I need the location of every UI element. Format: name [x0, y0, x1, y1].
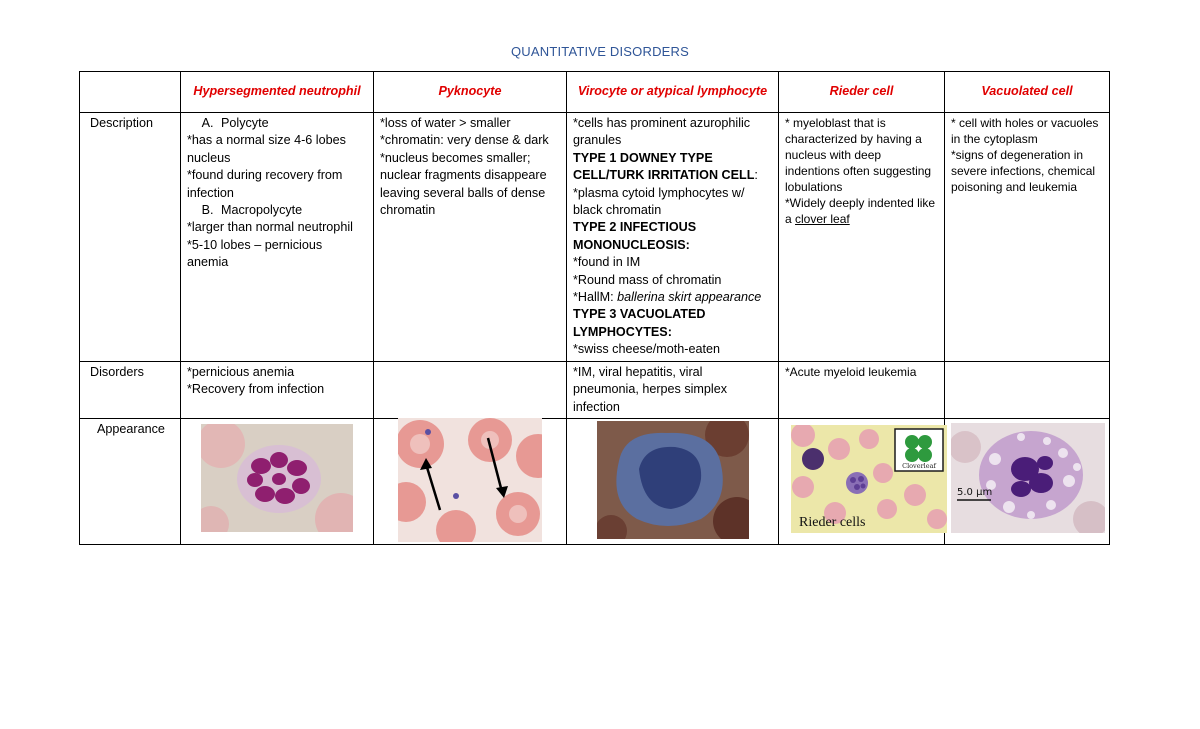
description-virocyte: [567, 113, 779, 362]
description-line: * cell with holes or vacuoles in the cytoplasm: [951, 116, 1099, 146]
cloverleaf-inset-label: Cloverleaf: [902, 461, 936, 470]
rieder-cells-caption: Rieder cells: [799, 514, 866, 530]
type3-title: TYPE 3 VACUOLATED LYMPHOCYTES:: [573, 307, 706, 339]
appearance-vacuolated: [945, 418, 1110, 544]
disorders-pyknocyte: [374, 361, 567, 418]
description-line: *found during recovery from infection: [187, 168, 343, 200]
type1-colon: :: [754, 168, 758, 183]
rieder-cells-image: [791, 425, 947, 533]
scale-bar-label: 5.0 μm: [957, 486, 993, 498]
disorder-line: *pernicious anemia: [187, 364, 295, 379]
hallmark-italic: ballerina skirt appearance: [617, 290, 762, 305]
description-row: [80, 113, 1110, 362]
row-label-disorders: Disorders: [80, 361, 181, 418]
description-line: *found in IM: [573, 255, 641, 270]
macropolycyte-list: [187, 202, 366, 219]
description-line: *swiss cheese/moth-eaten: [573, 342, 720, 357]
description-line: *5-10 lobes – pernicious anemia: [187, 237, 323, 270]
hallmark-prefix: *HallM:: [573, 290, 618, 305]
header-vacuolated-cell: Vacuolated cell: [945, 72, 1110, 113]
header-blank: [80, 72, 181, 113]
pyknocyte-image: [398, 418, 542, 542]
disorders-row: [80, 361, 1110, 418]
appearance-pyknocyte: [374, 418, 567, 544]
appearance-virocyte: [567, 418, 779, 544]
appearance-hypersegmented: [181, 418, 374, 544]
header-pyknocyte: Pyknocyte: [374, 72, 567, 113]
table-header-row: [80, 72, 1110, 113]
disorder-line: *Recovery from infection: [187, 382, 325, 397]
disorders-hypersegmented: [181, 361, 374, 418]
hallmark-line: [573, 289, 771, 306]
polycyte-list: [187, 115, 366, 132]
type1-title: TYPE 1 DOWNEY TYPE CELL/TURK IRRITATION CELL: [573, 150, 755, 183]
description-line: *loss of water > smaller: [380, 116, 511, 130]
description-hypersegmented: [181, 113, 374, 362]
description-line: *nucleus becomes smaller; nuclear fragments disappeare leaving several balls of dense chromatin: [380, 150, 547, 218]
disorders-rieder: *Acute myeloid leukemia: [779, 361, 945, 418]
document-title: QUANTITATIVE DISORDERS: [511, 44, 689, 59]
vacuolated-cell-image: [951, 423, 1105, 533]
list-item-macropolycyte: B. Macropolycyte: [217, 202, 366, 219]
quantitative-disorders-table: [79, 71, 1110, 545]
row-label-description: Description: [80, 113, 181, 362]
disorders-virocyte: *IM, viral hepatitis, viral pneumonia, herpes simplex infection: [567, 361, 779, 418]
description-line: *Round mass of chromatin: [573, 272, 722, 287]
header-virocyte: Virocyte or atypical lymphocyte: [567, 72, 779, 113]
description-vacuolated: [945, 113, 1110, 362]
disorders-vacuolated: [945, 361, 1110, 418]
appearance-row: [80, 418, 1110, 544]
clover-leaf-link: clover leaf: [795, 212, 850, 226]
clover-leaf-line: [785, 195, 937, 227]
description-line: *plasma cytoid lymphocytes w/ black chromatin: [573, 185, 745, 218]
row-label-appearance: Appearance: [80, 418, 181, 544]
hypersegmented-neutrophil-image: [201, 424, 353, 532]
list-item-polycyte: A. Polycyte: [217, 115, 366, 132]
virocyte-image: [597, 421, 749, 539]
type1-heading: [573, 150, 771, 185]
description-line: *cells has prominent azurophilic granules: [573, 116, 751, 148]
header-hypersegmented-neutrophil: Hypersegmented neutrophil: [181, 72, 374, 113]
description-line: *larger than normal neutrophil: [187, 220, 353, 235]
clover-prefix: *Widely deeply indented like a: [785, 196, 936, 226]
description-line: *has a normal size 4-6 lobes nucleus: [187, 133, 346, 165]
description-pyknocyte: [374, 113, 567, 362]
type2-title: TYPE 2 INFECTIOUS MONONUCLEOSIS:: [573, 220, 697, 252]
description-line: * myeloblast that is characterized by having a nucleus with deep indentions often suggesting lobulations: [785, 116, 932, 194]
header-rieder-cell: Rieder cell: [779, 72, 945, 113]
description-line: *signs of degeneration in severe infections, chemical poisoning and leukemia: [951, 148, 1096, 194]
appearance-rieder: [779, 418, 945, 544]
description-rieder: [779, 113, 945, 362]
description-line: *chromatin: very dense & dark: [380, 133, 549, 148]
